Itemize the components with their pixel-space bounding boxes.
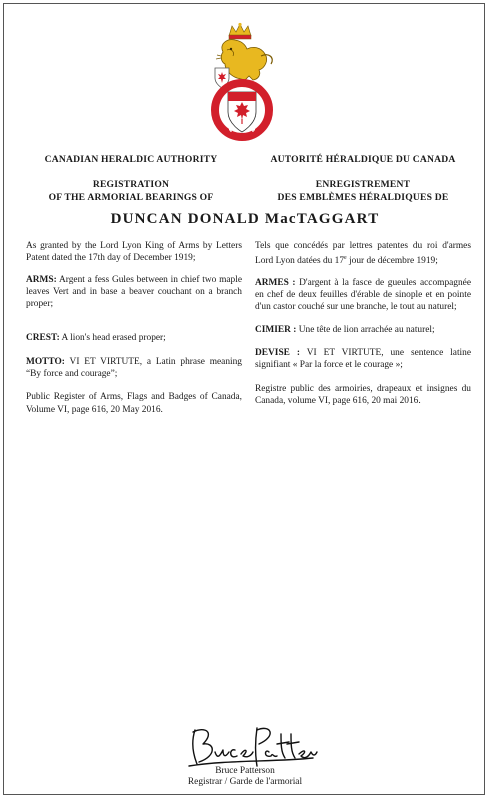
arms-text-fr: D'argent à la fasce de gueules accompagnée en chef de deux feuilles d'érable de sinople et en pointe d'un castor couché sur une branche, le tout au naturel;: [255, 277, 471, 313]
register-text-fr: Registre public des armoiries, drapeaux et insignes du Canada, volume VI, page 616, 20 mai 2016.: [255, 383, 471, 406]
authority-name-fr: AUTORITÉ HÉRALDIQUE DU CANADA: [270, 154, 456, 165]
armiger-name: DUNCAN DONALD MacTAGGART: [110, 211, 380, 227]
arms-blazon-fr: [255, 277, 471, 314]
arms-label-en: ARMS:: [26, 274, 57, 285]
arms-blazon-en: [26, 274, 242, 311]
motto-fr: [255, 347, 471, 372]
canadian-heraldic-authority-badge-icon: [201, 22, 283, 142]
arms-label-fr: ARMES :: [255, 277, 296, 288]
authority-name-en: CANADIAN HERALDIC AUTHORITY: [44, 154, 218, 165]
crest-text-fr: Une tête de lion arrachée au naturel;: [298, 324, 435, 335]
register-text-en: Public Register of Arms, Flags and Badges of Canada, Volume VI, page 616, 20 May 2016.: [26, 392, 242, 415]
registration-subtitle-en: OF THE ARMORIAL BEARINGS OF: [48, 192, 214, 203]
header-french: [258, 153, 468, 205]
crest-blazon-en: [26, 332, 242, 344]
registration-title-fr: ENREGISTREMENT: [315, 178, 411, 190]
registration-title-en: REGISTRATION: [92, 178, 170, 190]
crown-icon: [229, 23, 251, 39]
motto-label-fr: DEVISE :: [255, 347, 300, 358]
motto-label-en: MOTTO:: [26, 356, 65, 367]
french-column: [255, 240, 471, 407]
handwritten-signature-icon: [185, 722, 320, 772]
crest-label-fr: CIMIER :: [255, 324, 297, 335]
crest-text-en: A lion's head erased proper;: [61, 333, 166, 344]
signatory-name: Bruce Patterson: [215, 766, 275, 776]
registration-subtitle-fr: DES EMBLÈMES HÉRALDIQUES DE: [277, 192, 449, 203]
english-column: [26, 240, 242, 416]
motto-text-en: VI ET VIRTUTE, a Latin phrase meaning “By force and courage”;: [26, 356, 242, 380]
grant-text-fr: Tels que concédés par lettres patentes du roi d'armes Lord Lyon datées du 17e jour de décembre 1919;: [255, 241, 471, 267]
signature-block: [0, 766, 490, 788]
motto-en: [26, 356, 242, 381]
motto-text-fr: VI ET VIRTUTE, une sentence latine signifiant « Par la force et le courage »;: [255, 347, 472, 371]
crest-label-en: CREST:: [26, 333, 60, 344]
header-english: [26, 153, 236, 205]
grant-text-en: As granted by the Lord Lyon King of Arms by Letters Patent dated the 17th day of December 1919;: [26, 241, 242, 264]
arms-text-en: Argent a fess Gules between in chief two maple leaves Vert and in base a beaver couchant on a branch proper;: [26, 274, 243, 310]
crest-blazon-fr: [255, 324, 471, 336]
signatory-title: Registrar / Garde de l'armorial: [187, 777, 303, 787]
heraldic-shield-icon: [215, 83, 269, 137]
